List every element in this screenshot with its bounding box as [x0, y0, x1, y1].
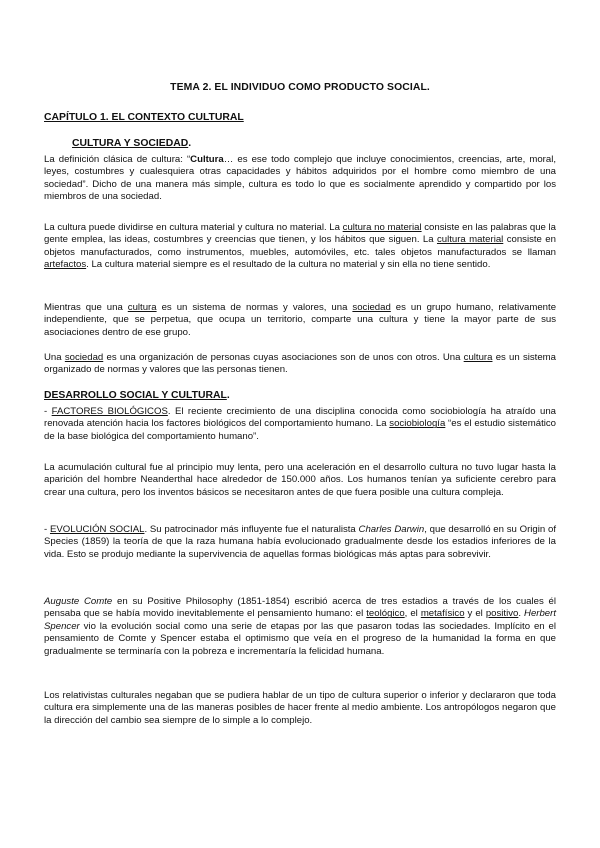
- underlined-term: EVOLUCIÓN SOCIAL: [49, 524, 145, 535]
- paragraph-social-evolution: [44, 524, 556, 561]
- underlined-term: cultura no material: [342, 222, 422, 233]
- text-span: . El reciente crecimiento de una disciplina conocida como sociobiología ha atraído una renovada atención hacia los factores biológicos del comportamiento humano. La: [44, 406, 556, 430]
- text-span: Mientras que una: [44, 302, 128, 313]
- text-span: . La cultura material siempre es el resultado de la cultura no material y sin ella no tiene sentido.: [86, 259, 491, 271]
- chapter-heading: CAPÍTULO 1. EL CONTEXTO CULTURAL: [44, 112, 244, 123]
- paragraph-comte-spencer: [44, 596, 556, 658]
- section-heading-suffix: .: [188, 138, 192, 149]
- underlined-term: cultura: [463, 352, 493, 363]
- italic-name: Auguste Comte: [44, 596, 113, 607]
- text-span: , el: [404, 608, 421, 620]
- underlined-term: positivo: [485, 608, 519, 620]
- italic-name: Charles Darwin: [358, 524, 425, 535]
- section-heading-desarrollo: [44, 390, 230, 401]
- text-span: Una: [44, 352, 65, 363]
- text-span: -: [44, 524, 50, 535]
- underlined-term: cultura material: [436, 234, 504, 246]
- text-span: vio la evolución social como una serie de etapas por las que pasaron todas las sociedades. Implícito en el pensamiento de Comte y Spencer estaba el optimismo que veía en el progreso de la humanidad la forma en que gradualmente se terminaría con la pobreza e incrementaría la felicidad humana.: [44, 620, 556, 657]
- section-heading-cultura-sociedad: [72, 138, 191, 149]
- text-span: “es el estudio sistemático de la base biológica del comportamiento humano”.: [44, 418, 556, 442]
- underlined-term: teológico: [366, 608, 405, 620]
- underlined-term: metafísico: [420, 608, 465, 620]
- text-span: en su Positive Philosophy (1851-1854) escribió acerca de tres estadios a través de los cuales él pensaba que se había movido inevitablemente el pensamiento humano: el: [44, 596, 556, 620]
- section-heading-text: DESARROLLO SOCIAL Y CULTURAL: [44, 390, 227, 401]
- text-span: es una organización de personas cuyas asociaciones son de unos con otros. Una: [103, 352, 464, 363]
- section-heading-text: CULTURA Y SOCIEDAD: [72, 138, 189, 149]
- text-span: … es ese todo complejo que incluye conocimientos, creencias, arte, moral, leyes, costumbres y cualesquiera otras capacidades y hábitos adquiridos por el hombre como miembro de una sociedad”. Dicho de una manera más simple, cultura es todo lo que es socialmente aprendido y compartido por los miembros de una sociedad.: [44, 154, 557, 203]
- underlined-term: sociedad: [352, 302, 391, 313]
- text-span: La cultura puede dividirse en cultura material y cultura no material. La: [44, 222, 343, 233]
- paragraph-biological-factors: [44, 406, 556, 443]
- paragraph-culture-vs-society: [44, 302, 556, 339]
- bold-term: Cultura: [190, 154, 224, 165]
- paragraph-cultural-accumulation: La acumulación cultural fue al principio muy lenta, pero una aceleración en el desarrollo cultura no tuvo lugar hasta la aparición del hombre Neanderthal hace alrededor de 150.000 años. Los humanos tenían ya suficiente cerebro para crear una cultura, pero los inventos básicos se necesitaron antes de que fuera posible una cultura compleja.: [44, 462, 556, 498]
- text-span: es un grupo humano, relativamente independiente, que se perpetua, que ocupa un territorio, comparte una cultura y tiene la mayor parte de sus asociaciones dentro de ese grupo.: [44, 302, 557, 338]
- text-span: consiste en las palabras que la gente emplea, las ideas, costumbres y creencias que tienen, y los hábitos que siguen. La: [44, 222, 557, 246]
- underlined-term: cultura: [127, 302, 157, 313]
- text-span: y el: [464, 608, 486, 620]
- paragraph-cultural-relativists: Los relativistas culturales negaban que se pudiera hablar de un tipo de cultura superior o inferior y declararon que toda cultura era simplemente una de las maneras posibles de hacer frente al medio ambiente. Los antropólogos negaron que la dirección del cambio sea siempre de lo simple a lo complejo.: [44, 690, 556, 726]
- underlined-term: FACTORES BIOLÓGICOS: [51, 406, 168, 417]
- text-span: La definición clásica de cultura: “: [44, 154, 191, 165]
- text-span: .: [518, 608, 525, 620]
- text-span: consiste en objetos manufacturados, como instrumentos, muebles, automóviles, etc. tales objetos manufacturados se llaman: [44, 234, 556, 258]
- paragraph-material-culture: [44, 222, 556, 272]
- text-span: es un sistema organizado de normas y valores que las personas tienen.: [44, 352, 557, 376]
- section-heading-suffix: .: [226, 390, 230, 401]
- text-span: -: [44, 406, 52, 417]
- underlined-term: sociedad: [64, 352, 104, 363]
- underlined-term: artefactos: [44, 259, 87, 271]
- text-span: , que desarrolló en su Origin of Species (1859) la teoría de que la raza humana había evolucionado gradualmente desde los estadios inferiores de la vida. Esto se produjo mediante la supervivencia de aquellas formas biológicas más aptas para sobrevivir.: [44, 524, 556, 560]
- text-span: . Su patrocinador más influyente fue el naturalista: [144, 524, 359, 535]
- italic-name: Herbert Spencer: [44, 608, 557, 632]
- paragraph-definition: [44, 154, 556, 204]
- underlined-term: sociobiología: [389, 418, 446, 430]
- paragraph-society-definition: [44, 352, 556, 377]
- document-title: TEMA 2. EL INDIVIDUO COMO PRODUCTO SOCIAL.: [170, 82, 430, 93]
- text-span: es un sistema de normas y valores, una: [156, 302, 353, 313]
